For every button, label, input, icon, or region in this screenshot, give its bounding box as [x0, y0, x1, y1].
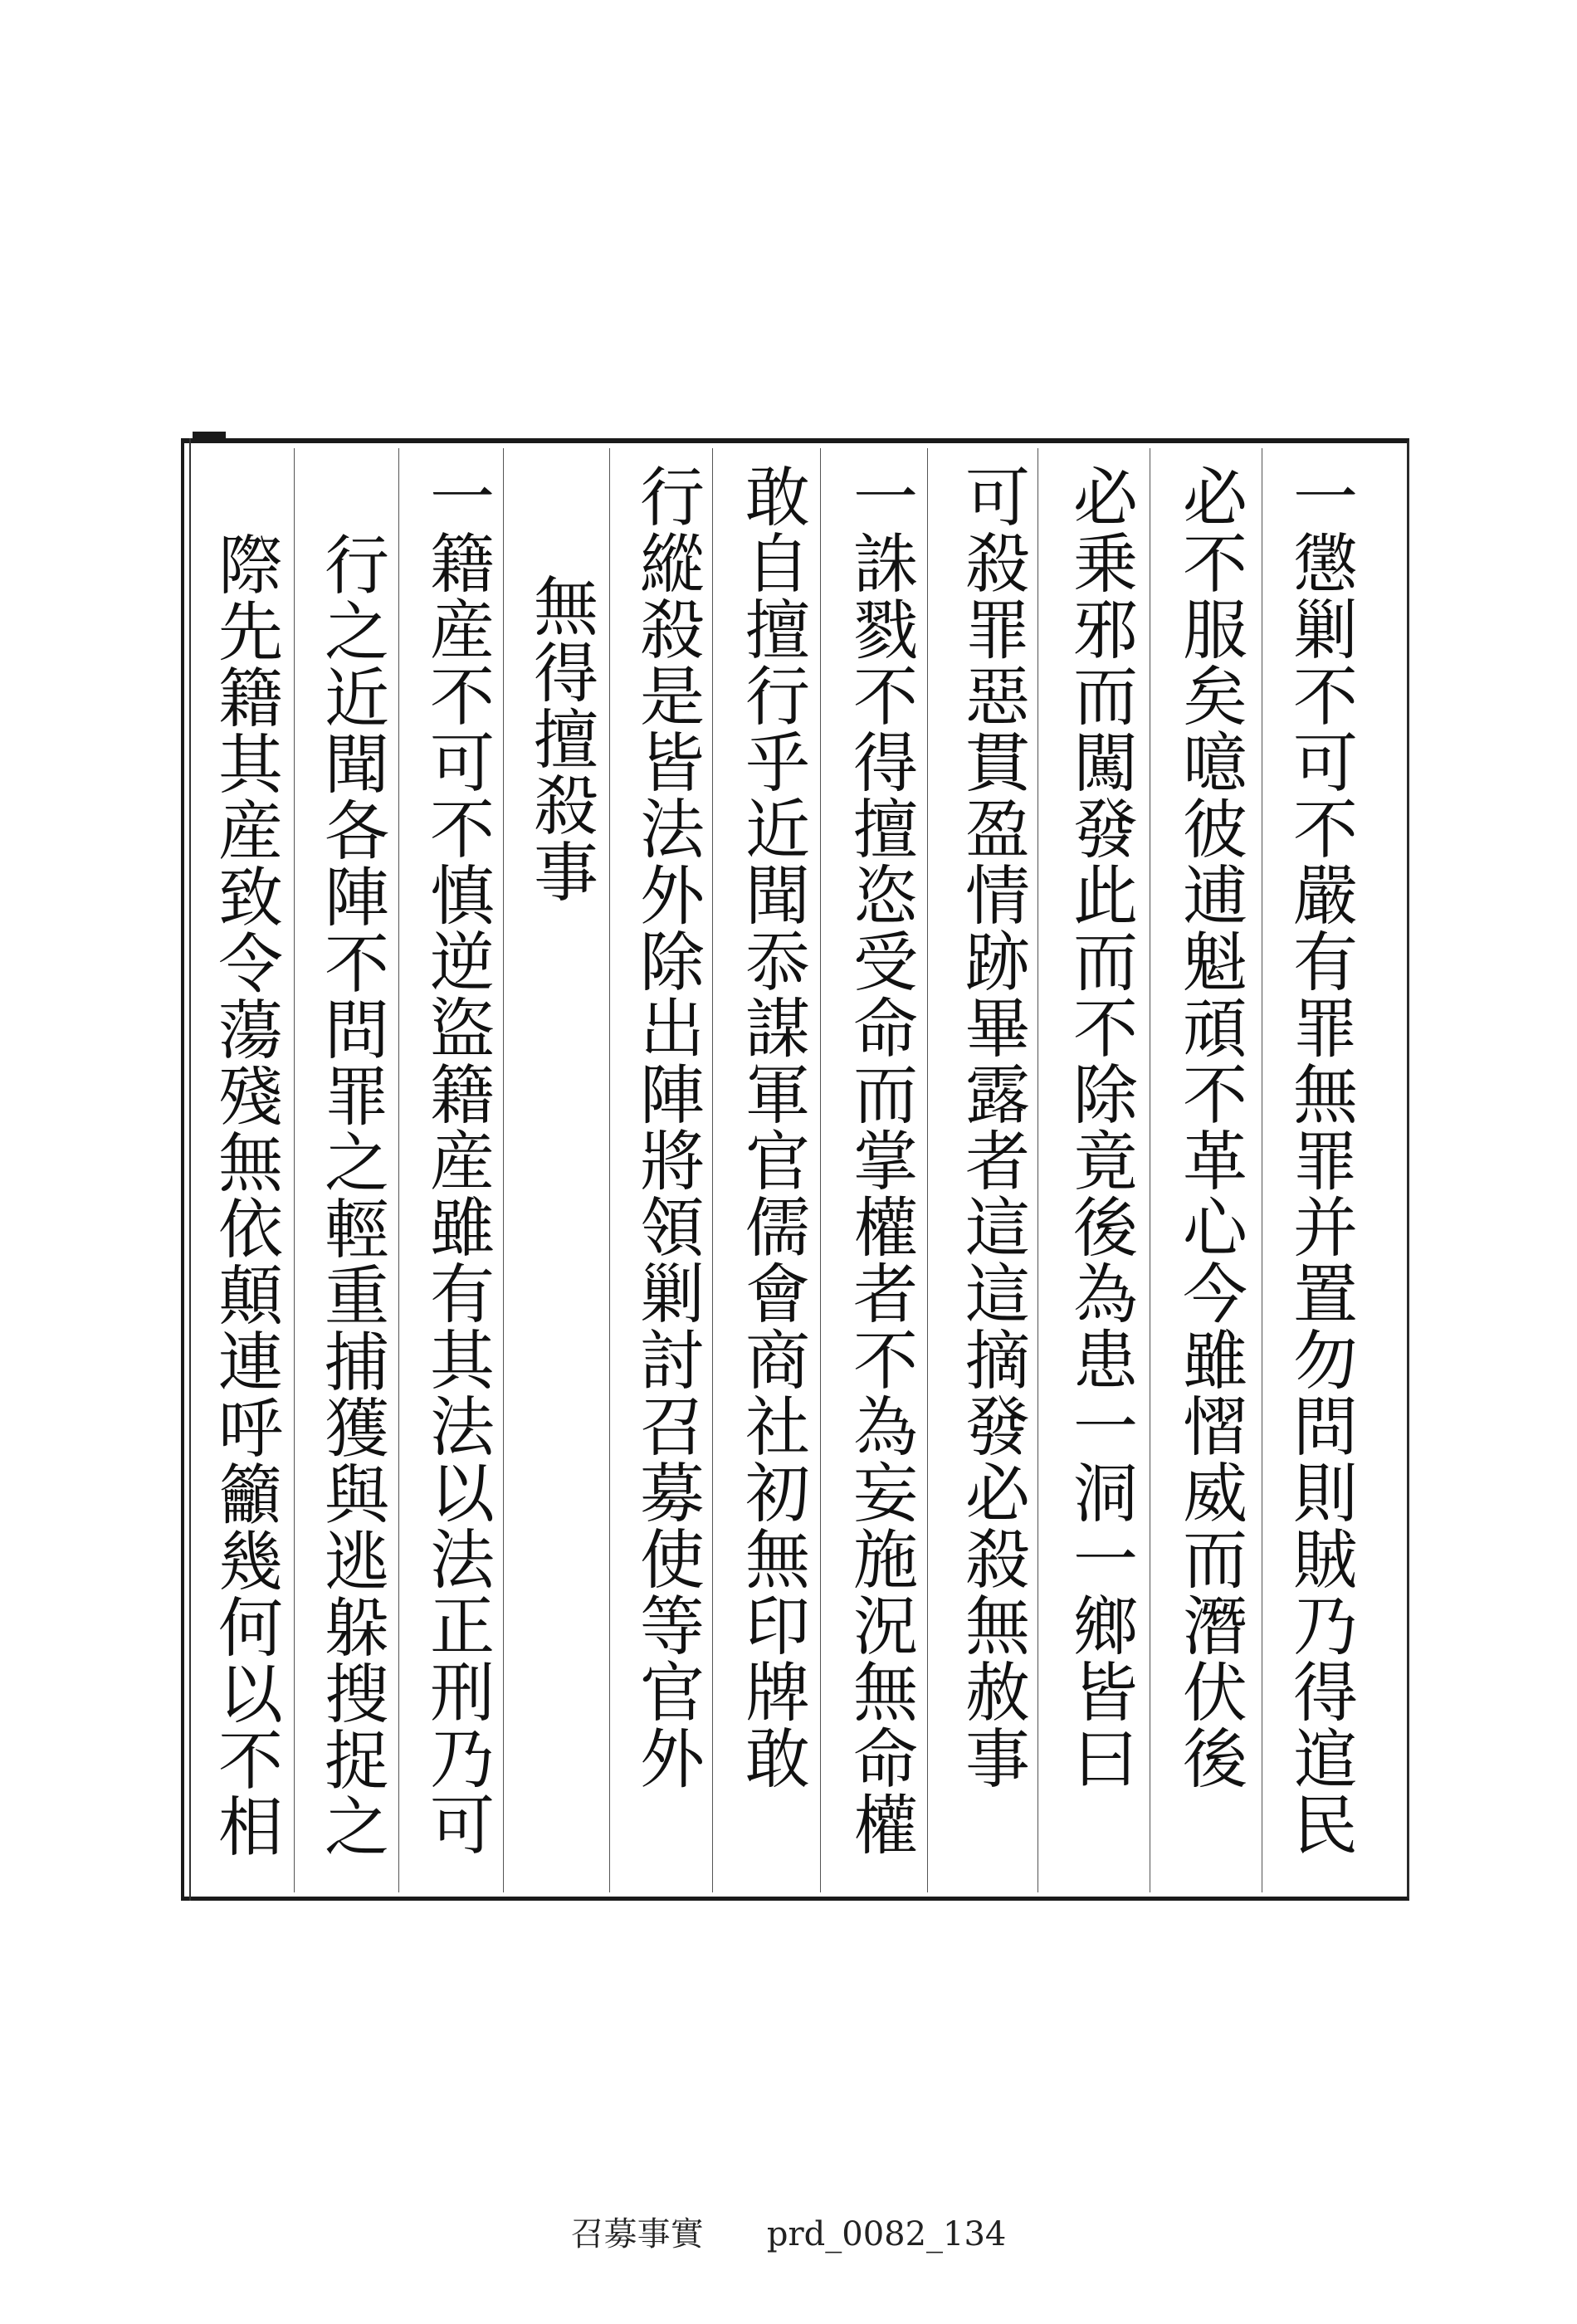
text-column-3: 必乗邪而闖發此而不除竟後為患一洞一鄉皆曰 — [1062, 463, 1137, 1791]
page-caption — [0, 2208, 1577, 2255]
column-rule — [820, 448, 821, 1892]
column-rule — [712, 448, 713, 1892]
text-column-5: 一誅戮不得擅恣受命而掌權者不為妄施況無命權 — [842, 463, 917, 1858]
text-column-11: 際先籍其産致令蕩殘無依顛連呼籲幾何以不相 — [208, 531, 282, 1859]
column-rule — [927, 448, 928, 1892]
text-column-1: 一懲剿不可不嚴有罪無罪并置勿問則賊乃得逭民 — [1282, 463, 1357, 1858]
column-rule — [398, 448, 399, 1892]
column-rule — [503, 448, 504, 1892]
frame-inner-rule — [189, 438, 191, 1901]
column-rule — [609, 448, 610, 1892]
column-rule — [294, 448, 295, 1892]
caption-title: 召募事實 — [570, 2215, 704, 2253]
caption-page-id: prd_0082_134 — [766, 2215, 1007, 2253]
text-column-6: 敢自擅行乎近聞忝謀軍官儒會商社初無印牌敢 — [735, 463, 809, 1791]
text-column-7: 行縱殺是皆法外除出陣將領剿討召募使等官外 — [629, 463, 704, 1791]
text-column-9: 一籍産不可不慎逆盜籍産雖有其法以法正刑乃可 — [419, 463, 494, 1858]
text-column-10: 行之近聞各陣不問罪之輕重捕獲與逃躲搜捉之 — [314, 531, 388, 1859]
text-column-2: 必不服矣噫彼逋魁頑不革心今雖慴威而潛伏後 — [1172, 463, 1247, 1791]
text-column-4: 可殺罪惡貫盈情跡畢露者這這摘發必殺無赦事 — [954, 463, 1029, 1791]
text-column-8: 無得擅殺事 — [523, 573, 598, 905]
